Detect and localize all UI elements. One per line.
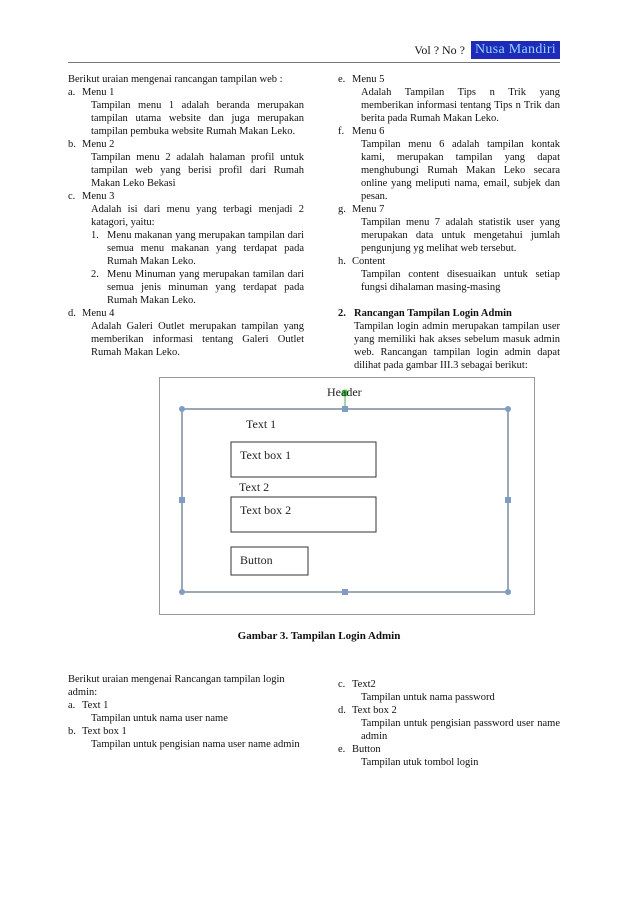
left-column-bottom — [68, 673, 304, 751]
section-body: Tampilan login admin merupakan tampilan user yang memiliki hak akses sebelum masuk admin web. Rancangan tampilan login admin dapat dilihat pada gambar III.3 sebagai berikut: — [354, 321, 560, 371]
resize-handle[interactable] — [179, 589, 185, 595]
item-body: Tampilan menu 7 adalah statistik user yang merupakan data untuk mengetahui jumlah pengunjung yg melihat web tersebut. — [361, 217, 560, 254]
intro-text: Berikut uraian mengenai Rancangan tampilan login admin: — [68, 674, 285, 698]
wire-button-label: Button — [240, 553, 273, 567]
list-item: g. Menu 7 — [338, 204, 385, 215]
login-wireframe — [160, 378, 534, 614]
item-body: Adalah Tampilan Tips n Trik yang memberikan informasi tentang Tips n Trik dan berita pada Rumah Makan Leko. — [361, 87, 560, 124]
sub-item: 2. Menu Minuman yang merupakan tamilan dari semua jenis minuman yang terdapat pada Rumah Makan Leko. — [91, 269, 304, 306]
wire-text1-label: Text 1 — [246, 417, 277, 431]
list-item: b. Menu 2 — [68, 139, 115, 150]
list-item: a. Text 1 — [68, 700, 109, 711]
right-column — [338, 73, 560, 372]
resize-handle[interactable] — [179, 406, 185, 412]
item-body: Tampilan content disesuaikan untuk setiap fungsi dihalaman masing-masing — [361, 269, 560, 293]
wire-header-label: Header — [327, 385, 362, 399]
item-body: Tampilan menu 6 adalah tampilan kontak kami, merupakan tampilan yang dapat menghubungi Rumah Makan Leko secara online yang meliputi nama, email, subjek dan pesan. — [361, 139, 560, 202]
list-item: e. Menu 5 — [338, 74, 385, 85]
list-item: b. Text box 1 — [68, 726, 127, 737]
list-item: e. Button — [338, 744, 381, 755]
resize-handle[interactable] — [342, 406, 348, 412]
right-column-bottom — [338, 678, 560, 769]
sub-item: 1. Menu makanan yang merupakan tampilan dari semua menu makanan yang terdapat pada Rumah Makan Leko. — [91, 230, 304, 267]
resize-handle[interactable] — [505, 406, 511, 412]
page-header — [414, 40, 560, 60]
list-item: c. Menu 3 — [68, 191, 115, 202]
list-item: f. Menu 6 — [338, 126, 385, 137]
wire-textbox2-label: Text box 2 — [240, 503, 292, 517]
resize-handle[interactable] — [505, 589, 511, 595]
journal-brand: Nusa Mandiri — [471, 41, 560, 59]
item-body: Tampilan untuk nama password — [361, 692, 495, 703]
item-body: Tampilan menu 2 adalah halaman profil untuk tampilan web yang berisi profil dari Rumah Makan Leko Bekasi — [91, 152, 304, 189]
volume-number: Vol ? No ? — [414, 42, 466, 57]
item-body: Tampilan untuk pengisian nama user name admin — [91, 739, 300, 750]
item-body: Tampilan utuk tombol login — [361, 757, 479, 768]
login-admin-figure — [159, 377, 535, 615]
resize-handle[interactable] — [342, 589, 348, 595]
list-item: d. Text box 2 — [338, 705, 397, 716]
item-body: Adalah isi dari menu yang terbagi menjadi 2 katagori, yaitu: — [91, 204, 304, 228]
list-item: h. Content — [338, 256, 386, 267]
item-body: Adalah Galeri Outlet merupakan tampilan yang memberikan informasi tentang Galeri Outlet Rumah Makan Leko. — [91, 321, 304, 358]
list-item: d. Menu 4 — [68, 308, 115, 319]
item-body: Tampilan untuk nama user name — [91, 713, 228, 724]
list-item: a. Menu 1 — [68, 87, 115, 98]
resize-handle[interactable] — [505, 497, 511, 503]
section-heading: 2. Rancangan Tampilan Login Admin — [338, 308, 512, 319]
list-item: c. Text2 — [338, 679, 376, 690]
left-column — [68, 73, 304, 359]
wire-text2-label: Text 2 — [239, 480, 270, 494]
header-rule — [68, 62, 560, 63]
wire-textbox1-label: Text box 1 — [240, 448, 292, 462]
item-body: Tampilan untuk pengisian password user name admin — [361, 718, 560, 742]
figure-caption: Gambar 3. Tampilan Login Admin — [237, 630, 401, 642]
item-body: Tampilan menu 1 adalah beranda merupakan tampilan utama website dan juga merupakan tampilan pembuka website Rumah Makan Leko. — [91, 100, 304, 137]
resize-handle[interactable] — [179, 497, 185, 503]
intro-text: Berikut uraian mengenai rancangan tampilan web : — [68, 74, 283, 85]
